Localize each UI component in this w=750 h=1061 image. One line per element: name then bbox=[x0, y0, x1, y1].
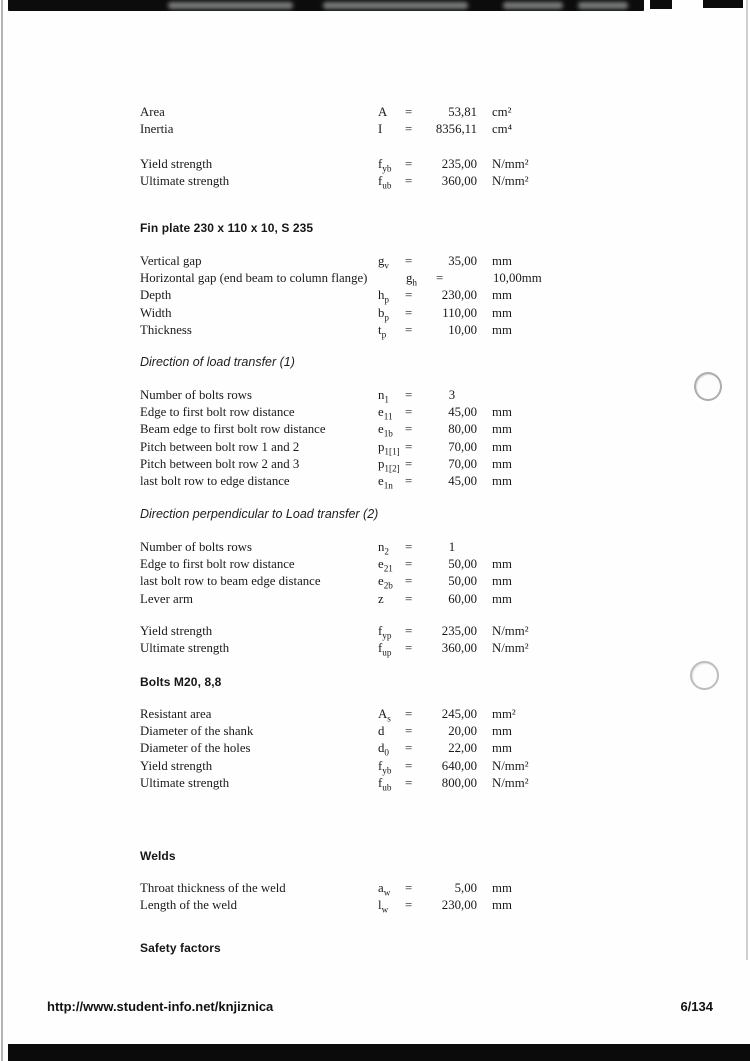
section-title-bolts: Bolts M20, 8,8 bbox=[140, 675, 222, 689]
row-label: Resistant area bbox=[140, 707, 212, 721]
row-unit: mm bbox=[492, 724, 512, 739]
row-symbol: $n_1$ bbox=[378, 388, 390, 405]
row-symbol-sub: p bbox=[381, 329, 387, 340]
equals-sign: = bbox=[405, 288, 413, 303]
row-unit: mm bbox=[492, 591, 512, 606]
row-symbol-sub: ub bbox=[382, 782, 392, 793]
section-title-welds: Welds bbox=[140, 849, 176, 863]
table-row bbox=[140, 556, 620, 573]
row-symbol: $p_{1[1]}$ bbox=[378, 439, 400, 457]
row-symbol: $g_h$ bbox=[406, 271, 418, 288]
row-label: Width bbox=[140, 305, 172, 320]
row-unit: N/mm² bbox=[492, 157, 529, 171]
section-load-transfer-1 bbox=[140, 387, 620, 490]
scan-edge-line-left bbox=[1, 0, 3, 1061]
equals-sign: = bbox=[405, 775, 413, 790]
row-value: 110,00 bbox=[442, 305, 477, 320]
scan-bar-top-mark bbox=[650, 0, 672, 9]
row-symbol: $t_p$ bbox=[378, 322, 387, 340]
row-label: Length of the weld bbox=[140, 898, 238, 913]
row-value: 50,00 bbox=[448, 557, 477, 572]
section-bolts bbox=[140, 706, 620, 792]
equals-sign: = bbox=[405, 456, 413, 471]
row-symbol: z bbox=[378, 591, 384, 606]
row-symbol: $e_{2b}$ bbox=[378, 574, 393, 591]
equals-sign: = bbox=[405, 157, 413, 171]
row-symbol: d bbox=[378, 724, 385, 739]
row-symbol-sub: 11 bbox=[383, 411, 393, 422]
table-row bbox=[140, 623, 620, 640]
row-symbol-sub: ub bbox=[382, 180, 392, 191]
row-symbol: A bbox=[378, 105, 388, 119]
row-symbol-sub: 1n bbox=[383, 480, 393, 491]
row-symbol-sub: yp bbox=[382, 630, 392, 641]
footer-page-number: 6/134 bbox=[680, 999, 713, 1014]
equals-sign: = bbox=[405, 758, 413, 773]
row-symbol: $A_s$ bbox=[378, 707, 391, 724]
row-value: 70,00 bbox=[448, 439, 477, 454]
table-row bbox=[140, 880, 620, 897]
row-value: 45,00 bbox=[448, 405, 477, 420]
row-label: Throat thickness of the weld bbox=[140, 881, 286, 895]
row-unit: mm² bbox=[492, 707, 516, 721]
row-symbol-sub: p bbox=[384, 294, 390, 305]
row-symbol-sub: 0 bbox=[384, 747, 390, 758]
row-unit: mm bbox=[492, 305, 512, 320]
table-row bbox=[140, 897, 620, 914]
row-value: 800,00 bbox=[441, 775, 477, 790]
row-value: 1 bbox=[448, 540, 456, 554]
equals-sign: = bbox=[405, 105, 413, 119]
row-unit: mm bbox=[492, 473, 512, 488]
row-symbol-sub: p bbox=[384, 312, 390, 323]
row-value: 230,00 bbox=[441, 288, 477, 303]
row-symbol-sub: 1[2] bbox=[384, 463, 400, 474]
row-symbol: $p_{1[2]}$ bbox=[378, 456, 400, 474]
punch-hole-top bbox=[694, 372, 722, 401]
table-row bbox=[140, 421, 620, 438]
equals-sign: = bbox=[405, 641, 413, 656]
equals-sign: = bbox=[405, 174, 413, 189]
table-row bbox=[140, 404, 620, 421]
row-symbol: $f_{ub}$ bbox=[378, 174, 392, 191]
row-label: Pitch between bolt row 2 and 3 bbox=[140, 456, 300, 471]
row-value: 53,81 bbox=[448, 105, 477, 119]
row-value: 20,00 bbox=[448, 724, 477, 739]
row-symbol: $l_w$ bbox=[378, 898, 389, 915]
equals-sign: = bbox=[436, 271, 444, 286]
equals-sign: = bbox=[405, 439, 413, 454]
row-unit: N/mm² bbox=[492, 758, 529, 773]
row-unit: cm² bbox=[492, 105, 512, 119]
section-title-fin-plate: Fin plate 230 x 110 x 10, S 235 bbox=[140, 221, 314, 235]
row-value: 10,00mm bbox=[493, 271, 542, 286]
row-value: 235,00 bbox=[441, 624, 477, 638]
row-value: 70,00 bbox=[448, 456, 477, 471]
row-symbol: $f_{yp}$ bbox=[378, 624, 392, 641]
section-title-safety-factors: Safety factors bbox=[140, 941, 221, 955]
row-label: Number of bolts rows bbox=[140, 388, 252, 402]
table-row bbox=[140, 104, 620, 121]
equals-sign: = bbox=[405, 405, 413, 420]
section-load-transfer-2 bbox=[140, 539, 620, 608]
table-row bbox=[140, 640, 620, 657]
row-unit: cm⁴ bbox=[492, 122, 513, 137]
table-row bbox=[140, 473, 620, 490]
row-unit: mm bbox=[492, 288, 512, 303]
row-symbol: $d_0$ bbox=[378, 741, 390, 758]
row-unit: mm bbox=[492, 456, 512, 471]
table-row bbox=[140, 758, 620, 775]
row-value: 80,00 bbox=[448, 422, 477, 437]
row-unit: mm bbox=[492, 574, 512, 589]
row-unit: mm bbox=[492, 741, 512, 756]
row-symbol: $h_p$ bbox=[378, 288, 390, 305]
row-label: Area bbox=[140, 105, 165, 119]
scan-bar-top bbox=[8, 0, 644, 11]
scan-bar-bottom bbox=[8, 1044, 750, 1061]
ghost-text-smudge bbox=[168, 2, 293, 9]
table-row bbox=[140, 740, 620, 757]
row-unit: mm bbox=[492, 881, 512, 895]
row-label: Thickness bbox=[140, 322, 192, 337]
scan-edge-line-right bbox=[746, 0, 748, 960]
row-unit: mm bbox=[492, 898, 512, 913]
row-label: Edge to first bolt row distance bbox=[140, 405, 295, 420]
row-value: 45,00 bbox=[448, 473, 477, 488]
row-label: Lever arm bbox=[140, 591, 193, 606]
row-value: 60,00 bbox=[448, 591, 477, 606]
row-label: Horizontal gap (end beam to column flange) bbox=[140, 271, 368, 286]
row-unit: mm bbox=[492, 422, 512, 437]
table-row bbox=[140, 723, 620, 740]
row-value: 10,00 bbox=[448, 322, 477, 337]
equals-sign: = bbox=[405, 898, 413, 913]
table-row bbox=[140, 439, 620, 456]
row-symbol: $e_{1b}$ bbox=[378, 422, 393, 439]
section-profile-strength bbox=[140, 156, 620, 190]
row-label: Diameter of the shank bbox=[140, 724, 254, 739]
row-symbol-sub: yb bbox=[382, 765, 392, 776]
section-fin-plate bbox=[140, 253, 620, 339]
scan-bar-top-mark bbox=[703, 0, 743, 8]
row-symbol-sub: yb bbox=[382, 163, 392, 174]
table-row bbox=[140, 173, 620, 190]
row-label: Edge to first bolt row distance bbox=[140, 557, 295, 572]
equals-sign: = bbox=[405, 254, 413, 268]
equals-sign: = bbox=[405, 574, 413, 589]
row-symbol-sub: s bbox=[387, 713, 391, 724]
section-profile-geometry bbox=[140, 104, 620, 138]
row-unit: mm bbox=[492, 557, 512, 572]
row-symbol-sub: w bbox=[383, 887, 391, 898]
row-unit: N/mm² bbox=[492, 624, 529, 638]
row-symbol: $e_{21}$ bbox=[378, 557, 393, 574]
row-unit: mm bbox=[492, 405, 512, 420]
row-symbol-sub: 1[1] bbox=[384, 446, 400, 457]
equals-sign: = bbox=[405, 557, 413, 572]
row-value: 360,00 bbox=[441, 174, 477, 189]
equals-sign: = bbox=[405, 591, 413, 606]
row-label: Diameter of the holes bbox=[140, 741, 251, 756]
table-row bbox=[140, 387, 620, 404]
row-symbol-sub: up bbox=[382, 647, 392, 658]
row-unit: mm bbox=[492, 322, 512, 337]
row-label: Ultimate strength bbox=[140, 775, 230, 790]
table-row bbox=[140, 287, 620, 304]
row-symbol: $f_{yb}$ bbox=[378, 157, 392, 174]
section-welds bbox=[140, 880, 620, 914]
row-label: Depth bbox=[140, 288, 172, 303]
row-label: last bolt row to beam edge distance bbox=[140, 574, 321, 589]
section-title-load-transfer-2: Direction perpendicular to Load transfer (2) bbox=[140, 507, 379, 521]
row-symbol: $f_{yb}$ bbox=[378, 758, 392, 776]
table-row bbox=[140, 706, 620, 723]
ghost-text-smudge bbox=[503, 2, 563, 9]
row-value: 235,00 bbox=[441, 157, 477, 171]
punch-hole-bottom bbox=[690, 661, 719, 690]
equals-sign: = bbox=[405, 322, 413, 337]
row-label: Inertia bbox=[140, 122, 174, 137]
row-label: Yield strength bbox=[140, 157, 213, 171]
row-symbol: $e_{11}$ bbox=[378, 405, 393, 422]
row-unit: mm bbox=[492, 254, 512, 268]
equals-sign: = bbox=[405, 881, 413, 895]
row-value: 5,00 bbox=[454, 881, 477, 895]
equals-sign: = bbox=[405, 540, 413, 554]
row-symbol-sub: 1b bbox=[383, 428, 393, 439]
row-label: Number of bolts rows bbox=[140, 540, 252, 554]
equals-sign: = bbox=[405, 624, 413, 638]
row-symbol: $f_{up}$ bbox=[378, 641, 392, 658]
table-row bbox=[140, 322, 620, 339]
table-row bbox=[140, 156, 620, 173]
row-unit: mm bbox=[492, 439, 512, 454]
row-label: Beam edge to first bolt row distance bbox=[140, 422, 326, 437]
table-row bbox=[140, 305, 620, 322]
row-value: 35,00 bbox=[448, 254, 477, 268]
footer-url: http://www.student-info.net/knjiznica bbox=[47, 999, 274, 1014]
equals-sign: = bbox=[405, 724, 413, 739]
row-value: 3 bbox=[448, 388, 456, 402]
row-symbol-sub: h bbox=[412, 277, 418, 288]
table-row bbox=[140, 573, 620, 590]
row-value: 8356,11 bbox=[435, 122, 477, 137]
row-value: 50,00 bbox=[448, 574, 477, 589]
row-symbol-sub: w bbox=[381, 904, 389, 915]
table-row bbox=[140, 456, 620, 473]
table-row bbox=[140, 775, 620, 792]
table-row bbox=[140, 253, 620, 270]
equals-sign: = bbox=[405, 305, 413, 320]
row-symbol: I bbox=[378, 122, 383, 137]
equals-sign: = bbox=[405, 388, 413, 402]
row-symbol: $n_2$ bbox=[378, 540, 390, 557]
table-row bbox=[140, 591, 620, 608]
row-label: Ultimate strength bbox=[140, 174, 230, 189]
row-value: 230,00 bbox=[441, 898, 477, 913]
equals-sign: = bbox=[405, 422, 413, 437]
section-title-load-transfer-1: Direction of load transfer (1) bbox=[140, 355, 295, 369]
equals-sign: = bbox=[405, 473, 413, 488]
equals-sign: = bbox=[405, 122, 413, 137]
row-symbol: $b_p$ bbox=[378, 305, 390, 323]
equals-sign: = bbox=[405, 741, 413, 756]
row-symbol-sub: 1 bbox=[384, 394, 390, 405]
section-plate-strength bbox=[140, 623, 620, 657]
row-symbol-sub: v bbox=[384, 260, 390, 271]
row-symbol: $g_v$ bbox=[378, 254, 390, 271]
row-label: Yield strength bbox=[140, 758, 213, 773]
row-label: last bolt row to edge distance bbox=[140, 473, 290, 488]
row-symbol-sub: 2 bbox=[384, 546, 390, 557]
row-label: Yield strength bbox=[140, 624, 213, 638]
ghost-text-smudge bbox=[323, 2, 468, 9]
equals-sign: = bbox=[405, 707, 413, 721]
row-label: Vertical gap bbox=[140, 254, 202, 268]
row-unit: N/mm² bbox=[492, 641, 529, 656]
row-unit: N/mm² bbox=[492, 174, 529, 189]
row-label: Ultimate strength bbox=[140, 641, 230, 656]
row-value: 245,00 bbox=[441, 707, 477, 721]
row-symbol: $a_w$ bbox=[378, 881, 391, 898]
row-symbol: $f_{ub}$ bbox=[378, 775, 392, 793]
row-value: 22,00 bbox=[448, 741, 477, 756]
row-value: 640,00 bbox=[441, 758, 477, 773]
table-row bbox=[140, 270, 620, 287]
ghost-text-smudge bbox=[578, 2, 628, 9]
row-unit: N/mm² bbox=[492, 775, 529, 790]
row-symbol-sub: 21 bbox=[383, 563, 393, 574]
row-label: Pitch between bolt row 1 and 2 bbox=[140, 439, 300, 454]
table-row bbox=[140, 121, 620, 138]
row-symbol: $e_{1n}$ bbox=[378, 473, 393, 491]
row-value: 360,00 bbox=[441, 641, 477, 656]
table-row bbox=[140, 539, 620, 556]
row-symbol-sub: 2b bbox=[383, 580, 393, 591]
